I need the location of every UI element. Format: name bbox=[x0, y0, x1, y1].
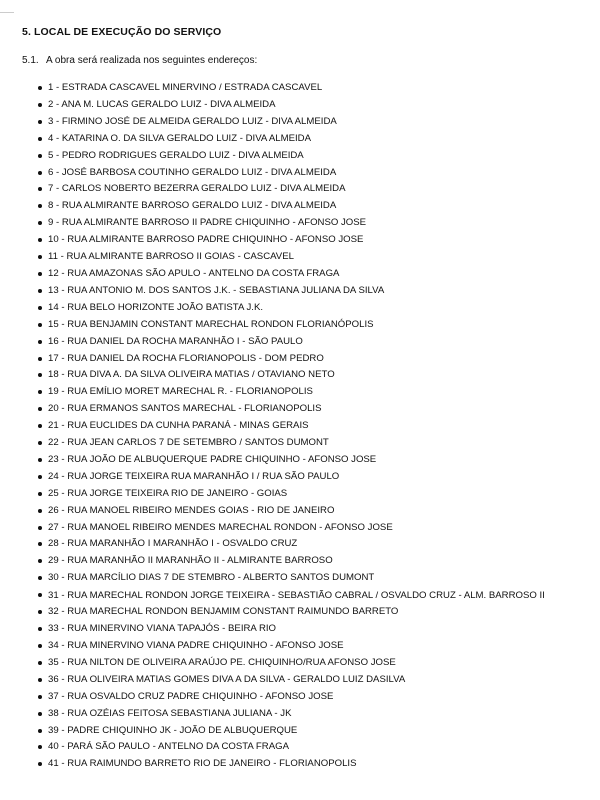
address-item: 20 - RUA ERMANOS SANTOS MARECHAL - FLORIANOPOLIS bbox=[38, 401, 600, 418]
address-item: 29 - RUA MARANHÃO II MARANHÃO II - ALMIRANTE BARROSO bbox=[38, 553, 600, 570]
address-item: 33 - RUA MINERVINO VIANA TAPAJÓS - BEIRA RIO bbox=[38, 621, 600, 638]
address-item: 38 - RUA OZÉIAS FEITOSA SEBASTIANA JULIANA - JK bbox=[38, 706, 600, 723]
address-item: 14 - RUA BELO HORIZONTE JOÃO BATISTA J.K. bbox=[38, 300, 600, 317]
address-item: 41 - RUA RAIMUNDO BARRETO RIO DE JANEIRO - FLORIANOPOLIS bbox=[38, 756, 600, 773]
address-item: 5 - PEDRO RODRIGUES GERALDO LUIZ - DIVA ALMEIDA bbox=[38, 148, 600, 165]
subsection-paragraph bbox=[22, 55, 257, 66]
subsection-text: A obra será realizada nos seguintes endereços: bbox=[46, 55, 258, 66]
address-item: 34 - RUA MINERVINO VIANA PADRE CHIQUINHO - AFONSO JOSE bbox=[38, 638, 600, 655]
address-item: 40 - PARÁ SÃO PAULO - ANTELNO DA COSTA FRAGA bbox=[38, 739, 600, 756]
address-item: 9 - RUA ALMIRANTE BARROSO II PADRE CHIQUINHO - AFONSO JOSE bbox=[38, 215, 600, 232]
address-list bbox=[38, 80, 600, 773]
address-item: 23 - RUA JOÃO DE ALBUQUERQUE PADRE CHIQUINHO - AFONSO JOSE bbox=[38, 452, 600, 469]
page-edge-mark bbox=[0, 12, 14, 13]
address-item: 22 - RUA JEAN CARLOS 7 DE SETEMBRO / SANTOS DUMONT bbox=[38, 435, 600, 452]
address-item: 28 - RUA MARANHÃO I MARANHÃO I - OSVALDO CRUZ bbox=[38, 536, 600, 553]
address-item: 16 - RUA DANIEL DA ROCHA MARANHÃO I - SÃO PAULO bbox=[38, 334, 600, 351]
address-item: 12 - RUA AMAZONAS SÃO APULO - ANTELNO DA COSTA FRAGA bbox=[38, 266, 600, 283]
address-item: 13 - RUA ANTONIO M. DOS SANTOS J.K. - SEBASTIANA JULIANA DA SILVA bbox=[38, 283, 600, 300]
address-item: 37 - RUA OSVALDO CRUZ PADRE CHIQUINHO - AFONSO JOSE bbox=[38, 689, 600, 706]
address-item: 17 - RUA DANIEL DA ROCHA FLORIANOPOLIS - DOM PEDRO bbox=[38, 351, 600, 368]
address-item: 4 - KATARINA O. DA SILVA GERALDO LUIZ - DIVA ALMEIDA bbox=[38, 131, 600, 148]
address-item: 31 - RUA MARECHAL RONDON JORGE TEIXEIRA - SEBASTIÃO CABRAL / OSVALDO CRUZ - ALM. BARROSO II bbox=[38, 587, 600, 604]
address-item: 18 - RUA DIVA A. DA SILVA OLIVEIRA MATIAS / OTAVIANO NETO bbox=[38, 367, 600, 384]
address-item: 10 - RUA ALMIRANTE BARROSO PADRE CHIQUINHO - AFONSO JOSE bbox=[38, 232, 600, 249]
address-item: 3 - FIRMINO JOSÉ DE ALMEIDA GERALDO LUIZ - DIVA ALMEIDA bbox=[38, 114, 600, 131]
subsection-number: 5.1. bbox=[22, 55, 39, 66]
address-item: 27 - RUA MANOEL RIBEIRO MENDES MARECHAL RONDON - AFONSO JOSE bbox=[38, 520, 600, 537]
address-item: 6 - JOSÉ BARBOSA COUTINHO GERALDO LUIZ - DIVA ALMEIDA bbox=[38, 165, 600, 182]
address-item: 30 - RUA MARCÍLIO DIAS 7 DE STEMBRO - ALBERTO SANTOS DUMONT bbox=[38, 570, 600, 587]
address-item: 35 - RUA NILTON DE OLIVEIRA ARAÚJO PE. CHIQUINHO/RUA AFONSO JOSE bbox=[38, 655, 600, 672]
address-item: 32 - RUA MARECHAL RONDON BENJAMIM CONSTANT RAIMUNDO BARRETO bbox=[38, 604, 600, 621]
address-item: 39 - PADRE CHIQUINHO JK - JOÃO DE ALBUQUERQUE bbox=[38, 723, 600, 740]
address-item: 36 - RUA OLIVEIRA MATIAS GOMES DIVA A DA SILVA - GERALDO LUIZ DASILVA bbox=[38, 672, 600, 689]
address-item: 24 - RUA JORGE TEIXEIRA RUA MARANHÃO I / RUA SÃO PAULO bbox=[38, 469, 600, 486]
address-item: 25 - RUA JORGE TEIXEIRA RIO DE JANEIRO - GOIAS bbox=[38, 486, 600, 503]
section-title: 5. LOCAL DE EXECUÇÃO DO SERVIÇO bbox=[22, 26, 222, 38]
address-item: 21 - RUA EUCLIDES DA CUNHA PARANÁ - MINAS GERAIS bbox=[38, 418, 600, 435]
address-item: 15 - RUA BENJAMIN CONSTANT MARECHAL RONDON FLORIANÓPOLIS bbox=[38, 317, 600, 334]
address-item: 1 - ESTRADA CASCAVEL MINERVINO / ESTRADA CASCAVEL bbox=[38, 80, 600, 97]
address-item: 19 - RUA EMÍLIO MORET MARECHAL R. - FLORIANOPOLIS bbox=[38, 384, 600, 401]
address-item: 8 - RUA ALMIRANTE BARROSO GERALDO LUIZ - DIVA ALMEIDA bbox=[38, 198, 600, 215]
address-item: 2 - ANA M. LUCAS GERALDO LUIZ - DIVA ALMEIDA bbox=[38, 97, 600, 114]
address-item: 26 - RUA MANOEL RIBEIRO MENDES GOIAS - RIO DE JANEIRO bbox=[38, 503, 600, 520]
address-item: 11 - RUA ALMIRANTE BARROSO II GOIAS - CASCAVEL bbox=[38, 249, 600, 266]
address-item: 7 - CARLOS NOBERTO BEZERRA GERALDO LUIZ - DIVA ALMEIDA bbox=[38, 181, 600, 198]
